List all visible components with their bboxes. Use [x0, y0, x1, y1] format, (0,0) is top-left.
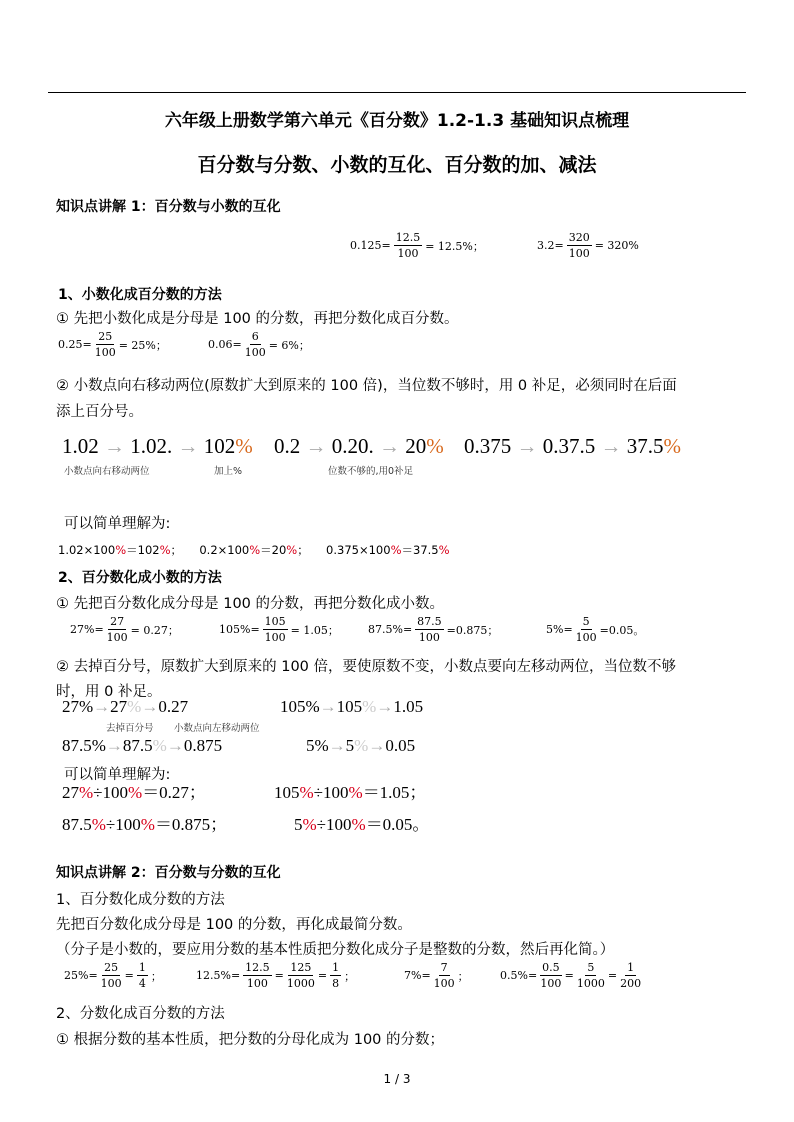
conversion-diagram-7: 5%→5%→0.05	[306, 736, 416, 755]
page-title: 六年级上册数学第六单元《百分数》1.2-1.3 基础知识点梳理	[164, 111, 630, 131]
fraction-example: 12.5%= $\frac{12.5}{100}$ = $\frac{125}{1000}$ = $\frac{1}{8}$ ；	[196, 961, 356, 990]
method-4-line2: 时，用 0 补足。	[56, 684, 162, 700]
example-equation: 5%= $\frac{5}{100}$ =0.05。	[546, 615, 645, 644]
method-fraction-1: 先把百分数化成分母是 100 的分数，再化成最简分数。	[56, 917, 412, 933]
note-add-percent: 加上%	[214, 466, 243, 477]
method-3: ① 先把百分数化成分母是 100 的分数，再把分数化成小数。	[56, 596, 445, 612]
note-move-right: 小数点向右移动两位	[64, 466, 150, 477]
note-move-left: 小数点向左移动两位	[174, 723, 260, 734]
subheading-fraction-to-percent: 2、分数化成百分数的方法	[56, 1006, 225, 1022]
method-1: ① 先把小数化成是分母是 100 的分数，再把分数化成百分数。	[56, 311, 459, 327]
method-fraction-note: （分子是小数的，要应用分数的基本性质把分数化成分子是整数的分数，然后再化简。）	[56, 942, 615, 958]
conversion-diagram-4: 27%→27%→0.27	[62, 697, 189, 716]
example-equation: 87.5%= $\frac{87.5}{100}$ =0.875；	[368, 615, 499, 644]
method-4-line1: ② 去掉百分号，原数扩大到原来的 100 倍，要使原数不变，小数点要向左移动两位，当位数不够	[56, 659, 676, 675]
example-equation: 0.06= $\frac{6}{100}$ = 6%；	[208, 330, 310, 359]
simple-equation: 5%÷100%＝0.05。	[294, 815, 430, 834]
fraction: $\frac{25}{100}$	[94, 330, 116, 359]
conversion-diagram-3: 0.375 → 0.37.5 → 37.5%	[464, 434, 681, 458]
simple-equation: 87.5%÷100%＝0.875；	[62, 815, 228, 834]
conversion-diagram-5: 105%→105%→1.05	[280, 697, 424, 716]
example-equation: 105%= $\frac{105}{100}$ = 1.05；	[219, 615, 339, 644]
fraction-example: 25%= $\frac{25}{100}$ = $\frac{1}{4}$ ；	[64, 961, 162, 990]
page-number: 1 / 3	[383, 1072, 411, 1086]
section2-heading: 知识点讲解 2：百分数与分数的互化	[56, 865, 281, 881]
simple-label-2: 可以简单理解为:	[64, 767, 171, 783]
conversion-diagram-6: 87.5%→87.5%→0.875	[62, 736, 223, 755]
page-subtitle: 百分数与分数、小数的互化、百分数的加、减法	[197, 154, 597, 176]
simple-equation: 105%÷100%＝1.05；	[274, 783, 427, 802]
method-2-line2: 添上百分号。	[56, 404, 143, 420]
fraction: $\frac{6}{100}$	[244, 330, 266, 359]
intro-equation-1: 0.125= $\frac{12.5}{100}$ = 12.5%；	[350, 231, 484, 260]
simple-equation: 27%÷100%＝0.27；	[62, 783, 206, 802]
fraction-example: 7%= $\frac{7}{100}$ ；	[404, 961, 469, 990]
fraction: $\frac{12.5}{100}$	[395, 231, 421, 260]
example-equation: 0.25= $\frac{25}{100}$ = 25%；	[58, 330, 167, 359]
note-fill-zero: 位数不够的,用0补足	[328, 466, 414, 477]
header-rule	[48, 92, 746, 93]
example-equation: 27%= $\frac{27}{100}$ = 0.27；	[70, 615, 179, 644]
subheading-decimal-to-percent: 1、小数化成百分数的方法	[58, 287, 222, 303]
subheading-percent-to-decimal: 2、百分数化成小数的方法	[58, 570, 222, 586]
method-2-line1: ② 小数点向右移动两位(原数扩大到原来的 100 倍)，当位数不够时，用 0 补足，必须同时在后面	[56, 378, 677, 394]
intro-equation-2: 3.2= $\frac{320}{100}$ = 320%	[537, 231, 639, 260]
section1-heading: 知识点讲解 1：百分数与小数的互化	[56, 199, 281, 215]
conversion-diagram-1: 1.02 → 1.02. → 102%	[62, 434, 253, 458]
simple-equations: 1.02×100%＝102%； 0.2×100%＝20%； 0.375×100%＝37.5%	[58, 543, 450, 557]
fraction-example: 0.5%= $\frac{0.5}{100}$ = $\frac{5}{1000}$ = $\frac{1}{200}$	[500, 961, 642, 990]
note-remove-percent: 去掉百分号	[106, 723, 154, 734]
simple-label: 可以简单理解为:	[64, 516, 171, 532]
subheading-percent-to-fraction: 1、百分数化成分数的方法	[56, 892, 225, 908]
conversion-diagram-2: 0.2 → 0.20. → 20%	[274, 434, 444, 458]
fraction: $\frac{320}{100}$	[568, 231, 590, 260]
method-fraction-2: ① 根据分数的基本性质，把分数的分母化成为 100 的分数；	[56, 1032, 445, 1048]
